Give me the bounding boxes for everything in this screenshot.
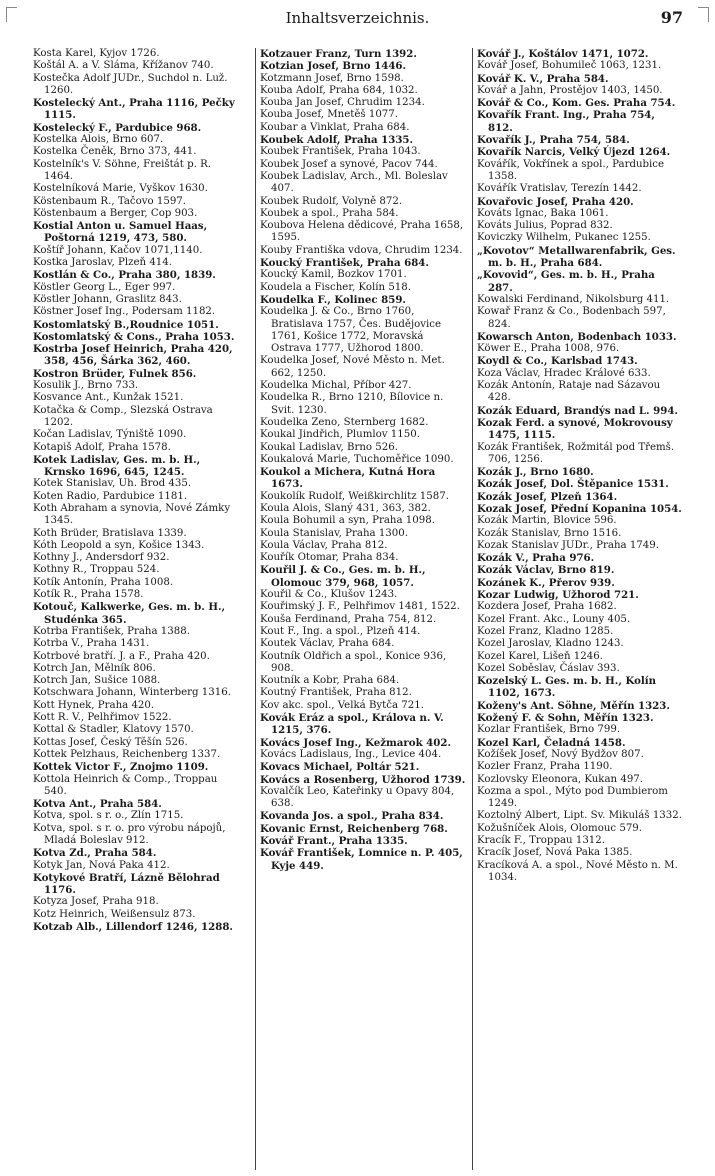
index-entry: Kotek Ladislav, Ges. m. b. H., Krnsko 1696, 645, 1245.	[33, 453, 201, 479]
index-entry: „Kovotov“ Metallwarenfabrik, Ges. m. b. H., Praha 684.	[477, 244, 676, 270]
index-entry: Kracík Josef, Nová Paka 1385.	[477, 847, 633, 859]
index-entry: „Kovovid“, Ges. m. b. H., Praha 287.	[477, 269, 655, 294]
index-entry: Kovář J., Koštálov 1471, 1072.	[477, 48, 649, 60]
index-entry: Koudelka J. & Co., Brno 1760, Bratislava 1757, Čes. Budějovice 1761, Košice 1772, Moravská Ostrava 1777, Užhorod 1800.	[260, 306, 441, 355]
index-entry: Koydl & Co., Karlsbad 1743.	[477, 355, 638, 368]
index-entry: Koubek a spol., Praha 584.	[260, 207, 399, 219]
index-entry: Kostial Anton u. Samuel Haas, Poštorná 1219, 473, 580.	[33, 220, 208, 245]
index-entry: Köstner Josef Ing., Podersam 1182.	[33, 306, 216, 318]
index-entry: Kozak Stanislav JUDr., Praha 1749.	[477, 539, 659, 551]
index-entry: Kotík R., Praha 1578.	[33, 589, 144, 601]
index-entry: Kóth Leopold a syn, Košice 1343.	[33, 539, 205, 551]
index-entry: Kovanda Jos. a spol., Praha 834.	[260, 810, 444, 823]
crop-mark-right	[698, 7, 709, 22]
index-entry: Kozák Antonín, Rataje nad Sázavou 428.	[477, 380, 661, 404]
index-entry: Kotrch Jan, Sušice 1088.	[33, 675, 161, 687]
index-entry: Kotrbové bratří. J. a F., Praha 420.	[33, 650, 210, 662]
index-entry: Kovács Ladislaus, Ing., Levice 404.	[260, 748, 442, 760]
index-entry: Kout F., Ing. a spol., Plzeň 414.	[260, 625, 421, 637]
index-entry: Kott R. V., Pelhřimov 1522.	[33, 712, 172, 724]
index-entry: Kozdera Josef, Praha 1682.	[477, 601, 617, 613]
index-entry: Kouřík Otomar, Praha 834.	[260, 552, 399, 564]
index-entry: Kostrba Josef Heinrich, Praha 420, 358, 456, Šárka 362, 460.	[33, 343, 233, 368]
index-entry: Kotyza Josef, Praha 918.	[33, 896, 159, 908]
index-entry: Koztolný Albert, Lipt. Sv. Mikuláš 1332.	[477, 810, 682, 822]
index-entry: Kozel Soběslav, Čáslav 393.	[477, 662, 620, 674]
index-entry: Kostomlatský & Cons., Praha 1053.	[33, 330, 235, 343]
index-entry: Kouřil & Co., Klušov 1243.	[260, 589, 398, 601]
index-entry: Koula Alois, Slaný 431, 363, 382.	[260, 502, 431, 514]
index-entry: Koubek Ladislav, Arch., Ml. Boleslav 407.	[260, 170, 448, 195]
index-entry: Kovák Eráz a spol., Králova n. V. 1215, 376.	[260, 712, 444, 737]
index-entry: Koten Radio, Pardubice 1181.	[33, 490, 188, 502]
index-entry: Koula Václav, Praha 812.	[260, 539, 388, 551]
index-entry: Kozák Eduard, Brandýs nad L. 994.	[477, 404, 678, 417]
index-entry: Koudelka R., Brno 1210, Bílovice n. Svit. 1230.	[260, 392, 444, 416]
index-entry: Kozák Stanislav, Brno 1516.	[477, 527, 622, 539]
index-column-2	[255, 48, 467, 1170]
index-entry: Koudelka Zeno, Sternberg 1682.	[260, 416, 429, 428]
index-entry: Koubar a Vinklat, Praha 684.	[260, 121, 410, 133]
index-entry: Kottek Pelzhaus, Reichenberg 1337.	[33, 748, 221, 760]
index-entry: Kotschwara Johann, Winterberg 1316.	[33, 687, 231, 699]
index-entry: Koubek František, Praha 1043.	[260, 146, 421, 158]
index-entry: Kouba Adolf, Praha 684, 1032.	[260, 84, 418, 96]
index-column-3	[472, 48, 683, 1170]
index-entry: Kovařovic Josef, Praha 420.	[477, 195, 634, 208]
index-entry: Koštíř Johann, Kačov 1071,1140.	[33, 244, 203, 256]
index-entry: Koudelka Michal, Příbor 427.	[260, 380, 412, 392]
index-entry: Kozánek K., Přerov 939.	[477, 576, 615, 589]
index-entry: Kotzauer Franz, Turn 1392.	[260, 48, 417, 60]
index-entry: Kotek Stanislav, Uh. Brod 435.	[33, 478, 192, 490]
index-entry: Kotrch Jan, Mělník 806.	[33, 662, 156, 674]
index-entry: Kostelka Alois, Brno 607.	[33, 134, 164, 146]
index-entry: Kotzmann Josef, Brno 1598.	[260, 72, 404, 84]
index-entry: Koucký František, Praha 684.	[260, 257, 429, 270]
index-entry: Kozar Ludwig, Užhorod 721.	[477, 589, 639, 602]
index-entry: Koubek Rudolf, Volyně 872.	[260, 195, 403, 207]
index-entry: Kostelník's V. Söhne, Freištát p. R. 1464.	[33, 158, 211, 182]
index-entry: Kostomlatský B.,Roudnice 1051.	[33, 318, 219, 331]
index-entry: Kovář Frant., Praha 1335.	[260, 835, 408, 847]
index-entry: Koukolík Rudolf, Weißkirchlitz 1587.	[260, 490, 449, 502]
index-entry: Kovář a Jahn, Prostějov 1403, 1450.	[477, 84, 663, 96]
index-entry: Kovář Josef, Bohumileč 1063, 1231.	[477, 60, 662, 72]
index-entry: Kotík Antonín, Praha 1008.	[33, 576, 174, 588]
index-entry: Kovalčík Leo, Kateřinky u Opavy 804, 638.	[260, 785, 455, 810]
index-entry: Kott Hynek, Praha 420.	[33, 699, 155, 711]
index-entry: Koviczky Wilhelm, Pukanec 1255.	[477, 232, 651, 244]
index-entry: Kowarsch Anton, Bodenbach 1033.	[477, 330, 677, 343]
index-entry: Kovář K. V., Praha 584.	[477, 72, 609, 85]
index-entry: Köstenbaum a Berger, Cop 903.	[33, 207, 198, 219]
index-entry: Kosulik J., Brno 733.	[33, 380, 139, 392]
index-entry: Kouša Ferdinand, Praha 754, 812.	[260, 613, 437, 625]
index-entry: Kotykové Bratří, Lázně Bělohrad 1176.	[33, 871, 220, 897]
index-entry: Kotva, spol. s r. o., Zlín 1715.	[33, 810, 184, 822]
index-entry: Koucký Kamil, Bozkov 1701.	[260, 269, 407, 281]
index-entry: Koudelka F., Kolinec 859.	[260, 293, 406, 306]
index-entry: Kostelecký Ant., Praha 1116, Pečky 1115.	[33, 97, 235, 122]
index-entry: Kožený F. & Sohn, Měřín 1323.	[477, 712, 654, 725]
index-entry: Kostlán & Co., Praha 380, 1839.	[33, 269, 216, 282]
index-entry: Kovács Josef Ing., Kežmarok 402.	[260, 736, 451, 749]
index-entry: Kozler Franz, Praha 1190.	[477, 761, 613, 773]
index-entry: Kozel Karl, Čeladná 1458.	[477, 736, 626, 749]
index-entry: Kostelka Čeněk, Brno 373, 441.	[33, 146, 197, 158]
index-entry: Kostelníková Marie, Vyškov 1630.	[33, 183, 208, 195]
index-entry: Kožušníček Alois, Olomouc 579.	[477, 822, 643, 834]
index-entry: Kracík F., Troppau 1312.	[477, 835, 606, 846]
index-entry: Kozák Martin, Blovice 596.	[477, 515, 617, 527]
index-entry: Kovanic Ernst, Reichenberg 768.	[260, 822, 448, 835]
index-column-1	[33, 48, 243, 1170]
index-entry: Kotz Heinrich, Weißensulz 873.	[33, 908, 196, 920]
index-entry: Kouřil J. & Co., Ges. m. b. H., Olomouc 379, 968, 1057.	[260, 564, 426, 589]
page-header	[0, 0, 715, 40]
index-entry: Kottal & Stadler, Klatovy 1570.	[33, 724, 194, 736]
index-entry: Kothny J., Andersdorf 932.	[33, 552, 170, 564]
index-entry: Kovářík Vratislav, Terezín 1442.	[477, 183, 642, 195]
index-entry: Koudela a Fischer, Kolín 518.	[260, 281, 412, 293]
index-entry: Kovářík, Vokřínek a spol., Pardubice 1358.	[477, 158, 665, 182]
index-entry: Koubova Helena dědicové, Praha 1658, 1595.	[260, 220, 464, 244]
index-entry: Kozel Franz, Kladno 1285.	[477, 625, 614, 637]
index-entry: Kracíková A. a spol., Nové Město n. M. 1034.	[477, 859, 678, 883]
index-entry: Kozak Josef, Přední Kopanina 1054.	[477, 502, 682, 515]
index-entry: Kozma a spol., Mýto pod Dumbierom 1249.	[477, 785, 668, 810]
index-entry: Koženy's Ant. Söhne, Měřín 1323.	[477, 699, 670, 712]
index-entry: Köwer E., Praha 1008, 976.	[477, 343, 620, 355]
index-entry: Koza Václav, Hradec Králové 633.	[477, 367, 651, 379]
index-entry: Kozlovsky Eleonora, Kukan 497.	[477, 773, 644, 785]
index-entry: Koutník Oldřich a spol., Konice 936, 908.	[260, 650, 447, 674]
index-entry: Kozák Josef, Plzeň 1364.	[477, 490, 618, 503]
index-entry: Kozák V., Praha 976.	[477, 552, 595, 565]
index-entry: Kočan Ladislav, Týniště 1090.	[33, 429, 187, 441]
index-entry: Kotyk Jan, Nová Paka 412.	[33, 859, 170, 871]
index-entry: Köstler Georg L., Eger 997.	[33, 281, 176, 293]
index-entry: Koutník a Kobr, Praha 684.	[260, 675, 400, 687]
index-entry: Koula Stanislav, Praha 1300.	[260, 527, 408, 539]
index-entry: Koukal Jindřich, Plumlov 1150.	[260, 429, 420, 441]
index-entry: Kottas Josef, Český Těšín 526.	[33, 736, 188, 748]
index-entry: Koukol a Michera, Kutná Hora 1673.	[260, 466, 436, 491]
index-entry: Kotačka & Comp., Slezská Ostrava 1202.	[33, 404, 213, 428]
index-entry: Kostka Jaroslav, Plzeň 414.	[33, 257, 173, 269]
index-entry: Koukalová Marie, Tuchoměřice 1090.	[260, 453, 454, 465]
index-entry: Kovařík J., Praha 754, 584.	[477, 134, 630, 147]
index-entry: Kozák Josef, Dol. Štěpanice 1531.	[477, 478, 669, 491]
index-entry: Kosta Karel, Kyjov 1726.	[33, 48, 160, 59]
index-entry: Kováts Julius, Poprad 832.	[477, 220, 613, 232]
index-entry: Kozák J., Brno 1680.	[477, 466, 594, 479]
index-entry: Kovařík Narcis, Velký Újezd 1264.	[477, 146, 671, 159]
index-entry: Kostečka Adolf JUDr., Suchdol n. Luž. 1260.	[33, 72, 228, 96]
index-entry: Kottek Victor F., Znojmo 1109.	[33, 761, 209, 774]
index-entry: Koubek Josef a synové, Pacov 744.	[260, 158, 438, 170]
page-title: Inhaltsverzeichnis.	[285, 9, 430, 27]
index-entry: Kottola Heinrich & Comp., Troppau 540.	[33, 773, 218, 797]
index-entry: Kotzian Josef, Brno 1446.	[260, 60, 407, 73]
index-entry: Kováts Ignac, Baka 1061.	[477, 207, 609, 219]
index-entry: Kozák Václav, Brno 819.	[477, 564, 615, 577]
index-entry: Koukal Ladislav, Brno 526.	[260, 441, 398, 453]
index-entry: Koth Abraham a synovia, Nové Zámky 1345.	[33, 502, 231, 527]
index-entry: Kotouč, Kalkwerke, Ges. m. b. H., Studénka 365.	[33, 601, 226, 626]
index-entry: Kotapiš Adolf, Praha 1578.	[33, 441, 171, 453]
index-entry: Kotva Ant., Praha 584.	[33, 798, 162, 811]
index-entry: Kozel Karel, Lišeň 1246.	[477, 650, 603, 662]
index-entry: Kozak Ferd. a synové, Mokrovousy 1475, 1115.	[477, 416, 673, 442]
index-entry: Koštál A. a V. Sláma, Křížanov 740.	[33, 60, 214, 72]
index-entry: Köstler Johann, Graslitz 843.	[33, 293, 182, 305]
index-entry: Koth Brüder, Bratislava 1339.	[33, 527, 187, 539]
index-entry: Kotva Zd., Praha 584.	[33, 847, 157, 860]
index-entry: Kostelecký F., Pardubice 968.	[33, 121, 202, 134]
index-entry: Kowař Franz & Co., Bodenbach 597, 824.	[477, 306, 666, 330]
index-columns	[0, 40, 715, 1170]
index-entry: Kouby Františka vdova, Chrudim 1234.	[260, 244, 463, 256]
index-entry: Kovács a Rosenberg, Užhorod 1739.	[260, 773, 466, 786]
index-entry: Kotrba V., Praha 1431.	[33, 638, 150, 650]
index-entry: Kozlar František, Brno 799.	[477, 724, 621, 736]
index-entry: Kostron Brüder, Fulnek 856.	[33, 367, 197, 380]
index-entry: Kowalski Ferdinand, Nikolsburg 411.	[477, 293, 670, 305]
index-entry: Kožíšek Josef, Nový Bydžov 807.	[477, 748, 644, 760]
index-entry: Kozák František, Rožmitál pod Třemš. 706, 1256.	[477, 441, 675, 465]
page-number: 97	[660, 8, 683, 27]
index-entry: Koutný František, Praha 812.	[260, 687, 412, 699]
index-entry: Koubek Adolf, Praha 1335.	[260, 134, 414, 147]
index-entry: Kozel Frant. Akc., Louny 405.	[477, 613, 631, 625]
index-entry: Kovář František, Lomnice n. P. 405, Kyje 449.	[260, 847, 463, 872]
index-entry: Kothny R., Troppau 524.	[33, 564, 160, 576]
index-entry: Kovář & Co., Kom. Ges. Praha 754.	[477, 97, 676, 110]
index-entry: Kov akc. spol., Velká Bytča 721.	[260, 699, 424, 711]
index-entry: Kovacs Michael, Poltár 521.	[260, 761, 420, 774]
index-entry: Kosvance Ant., Kunžak 1521.	[33, 392, 184, 404]
index-entry: Kotva, spol. s r. o. pro výrobu nápojů, Mladá Boleslav 912.	[33, 822, 226, 846]
index-entry: Kotrba František, Praha 1388.	[33, 625, 190, 637]
index-entry: Koudelka Josef, Nové Město n. Met. 662, 1250.	[260, 355, 445, 379]
index-entry: Kouba Jan Josef, Chrudim 1234.	[260, 97, 425, 109]
index-entry: Kozelský L. Ges. m. b. H., Kolín 1102, 1673.	[477, 675, 657, 700]
index-entry: Kovařík Frant. Ing., Praha 754, 812.	[477, 109, 655, 134]
index-entry: Koula Bohumil a syn, Praha 1098.	[260, 515, 435, 527]
index-entry: Koutek Václav, Praha 684.	[260, 638, 395, 650]
index-entry: Kotzab Alb., Lillendorf 1246, 1288.	[33, 921, 233, 934]
index-entry: Kozel Jaroslav, Kladno 1243.	[477, 638, 624, 650]
index-entry: Kouřimský J. F., Pelhřimov 1481, 1522.	[260, 601, 460, 613]
index-entry: Köstenbaum R., Tačovo 1597.	[33, 195, 187, 207]
index-entry: Kouba Josef, Mnetěš 1077.	[260, 109, 398, 121]
